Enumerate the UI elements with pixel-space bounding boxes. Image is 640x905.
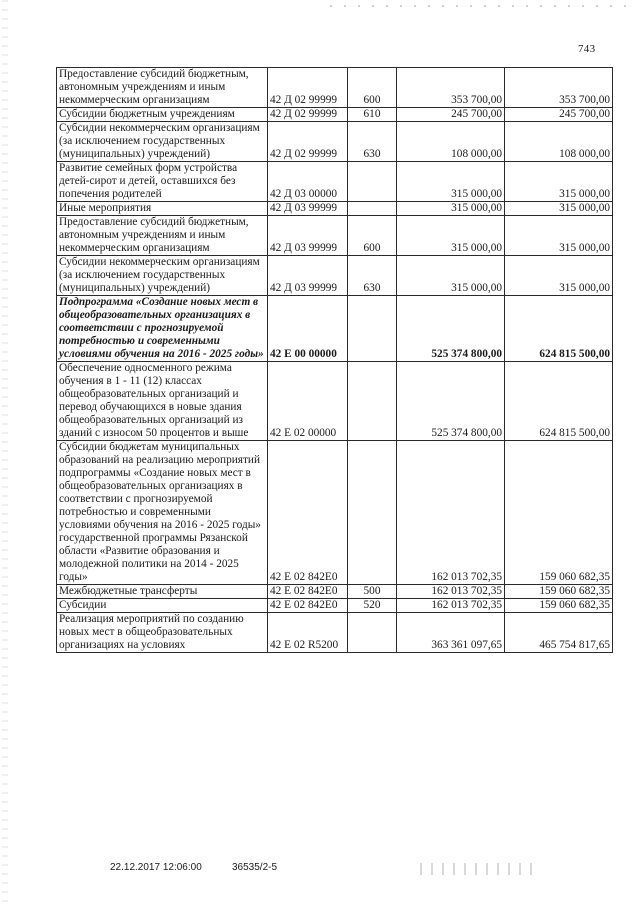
row-name-cell: Обеспечение односменного режима обучения в 1 - 11 (12) классах общеобразовательных организаций и перевод обучающихся в новые здания общеобразовательных организаций из зданий с износом 50 процентов и выше [57,362,268,441]
row-name-cell: Субсидии [57,599,268,613]
table-row [57,362,613,441]
scan-noise-bottom [420,863,540,875]
table-row [57,68,613,108]
page-number: 743 [578,43,596,55]
row-code-cell: 42 Е 02 842Е0 [268,599,348,613]
row-type-cell [348,613,397,653]
row-sum-2018-cell: 108 000,00 [397,122,505,162]
row-type-cell [348,202,397,216]
row-name-cell: Межбюджетные трансферты [57,585,268,599]
row-sum-2018-cell: 315 000,00 [397,256,505,296]
row-type-cell [348,162,397,202]
row-name-cell: Предоставление субсидий бюджетным, автономным учреждениям и иным некоммерческим организациям [57,216,268,256]
row-name-cell: Предоставление субсидий бюджетным, автономным учреждениям и иным некоммерческим организациям [57,68,268,108]
row-type-cell [348,441,397,585]
footer-timestamp: 22.12.2017 12:06:00 [110,862,202,873]
row-code-cell: 42 Е 02 R5200 [268,613,348,653]
row-sum-2019-cell: 315 000,00 [505,216,613,256]
row-type-cell: 520 [348,599,397,613]
table-row [57,216,613,256]
row-code-cell: 42 Е 00 00000 [268,296,348,362]
row-type-cell: 630 [348,256,397,296]
row-sum-2018-cell: 315 000,00 [397,202,505,216]
row-sum-2018-cell: 525 374 800,00 [397,362,505,441]
row-sum-2018-cell: 315 000,00 [397,162,505,202]
row-code-cell: 42 Д 03 00000 [268,162,348,202]
table-row [57,599,613,613]
row-sum-2019-cell: 624 815 500,00 [505,362,613,441]
row-sum-2019-cell: 245 700,00 [505,108,613,122]
table-row [57,122,613,162]
row-sum-2018-cell: 525 374 800,00 [397,296,505,362]
row-sum-2018-cell: 245 700,00 [397,108,505,122]
row-sum-2019-cell: 159 060 682,35 [505,599,613,613]
row-type-cell: 500 [348,585,397,599]
row-sum-2018-cell: 162 013 702,35 [397,441,505,585]
row-sum-2019-cell: 315 000,00 [505,162,613,202]
row-type-cell: 600 [348,216,397,256]
table-row [57,108,613,122]
row-sum-2018-cell: 162 013 702,35 [397,599,505,613]
row-name-cell: Иные мероприятия [57,202,268,216]
row-code-cell: 42 Е 02 00000 [268,362,348,441]
row-type-cell: 630 [348,122,397,162]
table-row [57,256,613,296]
row-code-cell: 42 Д 02 99999 [268,68,348,108]
row-code-cell: 42 Е 02 842Е0 [268,585,348,599]
row-code-cell: 42 Д 02 99999 [268,108,348,122]
row-sum-2019-cell: 315 000,00 [505,256,613,296]
row-code-cell: 42 Д 03 99999 [268,216,348,256]
row-name-cell: Подпрограмма «Создание новых мест в общеобразовательных организациях в соответствии с прогнозируемой потребностью и современными условиями обучения на 2016 - 2025 годы» [57,296,268,362]
row-type-cell: 600 [348,68,397,108]
row-code-cell: 42 Д 03 99999 [268,202,348,216]
row-code-cell: 42 Д 02 99999 [268,122,348,162]
row-sum-2019-cell: 159 060 682,35 [505,441,613,585]
row-sum-2019-cell: 108 000,00 [505,122,613,162]
row-sum-2018-cell: 315 000,00 [397,216,505,256]
table-row [57,441,613,585]
row-code-cell: 42 Е 02 842Е0 [268,441,348,585]
table-row [57,202,613,216]
row-type-cell [348,296,397,362]
row-sum-2019-cell: 624 815 500,00 [505,296,613,362]
row-name-cell: Реализация мероприятий по созданию новых мест в общеобразовательных организациях на условиях [57,613,268,653]
row-name-cell: Развитие семейных форм устройства детей-сирот и детей, оставшихся без попечения родителей [57,162,268,202]
table-row [57,613,613,653]
row-sum-2018-cell: 353 700,00 [397,68,505,108]
row-name-cell: Субсидии некоммерческим организациям (за исключением государственных (муниципальных) учреждений) [57,122,268,162]
row-sum-2019-cell: 353 700,00 [505,68,613,108]
row-type-cell: 610 [348,108,397,122]
table-row [57,296,613,362]
budget-table [56,67,613,653]
scan-binding-edge [2,0,8,905]
table-row [57,162,613,202]
row-sum-2019-cell: 159 060 682,35 [505,585,613,599]
row-code-cell: 42 Д 03 99999 [268,256,348,296]
row-sum-2019-cell: 315 000,00 [505,202,613,216]
row-name-cell: Субсидии бюджетным учреждениям [57,108,268,122]
row-sum-2018-cell: 162 013 702,35 [397,585,505,599]
table-row [57,585,613,599]
row-name-cell: Субсидии некоммерческим организациям (за исключением государственных (муниципальных) учреждений) [57,256,268,296]
row-sum-2018-cell: 363 361 097,65 [397,613,505,653]
row-name-cell: Субсидии бюджетам муниципальных образований на реализацию мероприятий подпрограммы «Создание новых мест в общеобразовательных организациях в соответствии с прогнозируемой потребностью и современными условиями обучения на 2016 - 2025 годы» государственной программы Рязанской области «Развитие образования и молодежной политики на 2014 - 2025 годы» [57,441,268,585]
row-sum-2019-cell: 465 754 817,65 [505,613,613,653]
row-type-cell [348,362,397,441]
footer-document-id: 36535/2-5 [232,862,278,873]
scan-noise-top [330,5,630,7]
